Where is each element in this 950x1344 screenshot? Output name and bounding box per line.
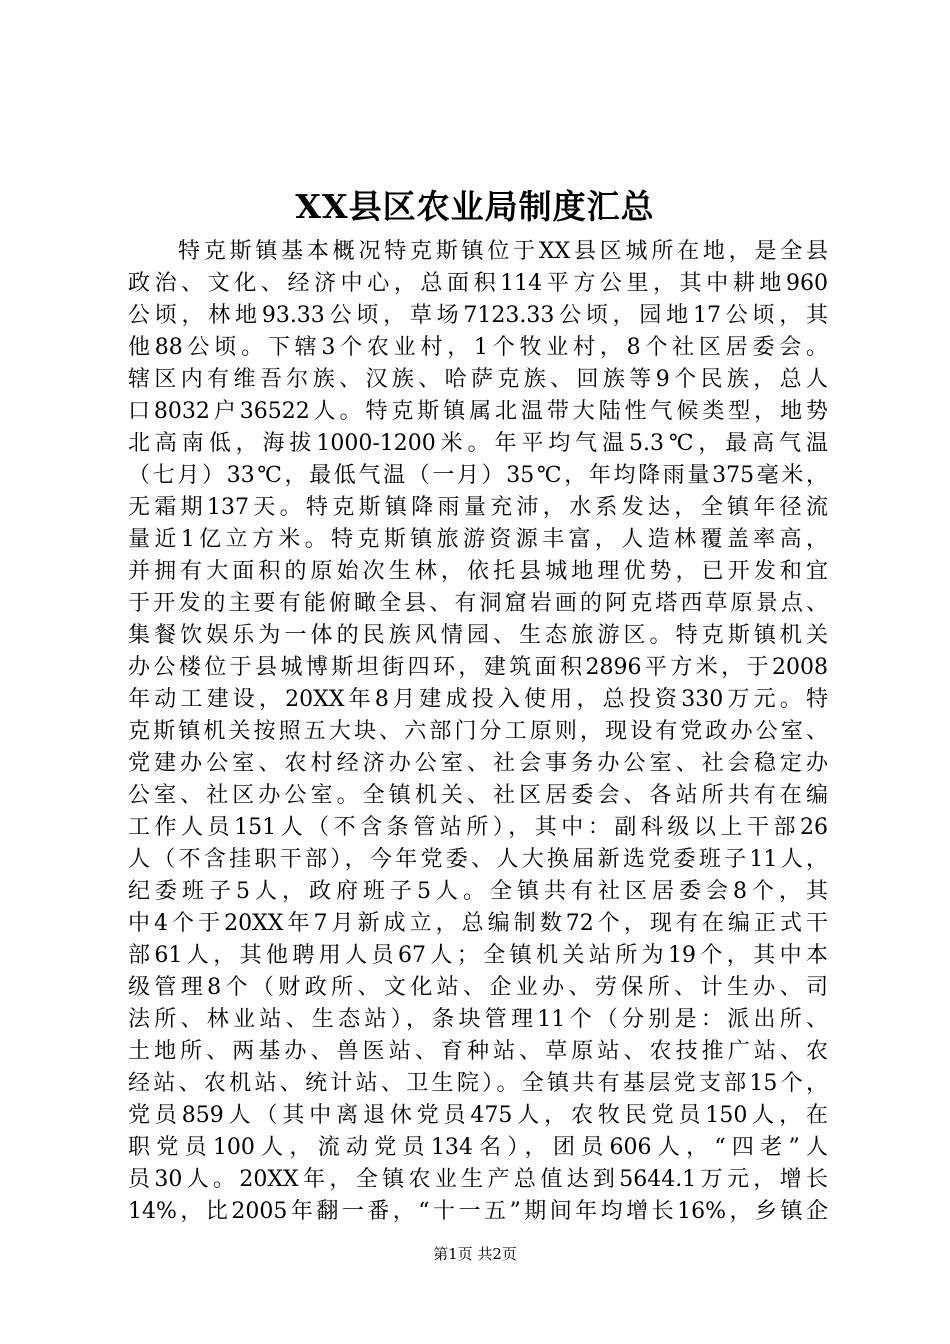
body-line: 部61人，其他聘用人员67人；全镇机关站所为19个，其中本 — [128, 943, 828, 968]
body-line: 级管理8个（财政所、文化站、企业办、劳保所、计生办、司 — [128, 975, 828, 1000]
body-line: 辖区内有维吾尔族、汉族、哈萨克族、回族等9个民族，总人 — [128, 367, 828, 392]
body-line: 人（不含挂职干部），今年党委、人大换届新选党委班子11人， — [128, 847, 828, 872]
body-line: 纪委班子5人，政府班子5人。全镇共有社区居委会8个，其 — [128, 879, 828, 904]
body-line: 职党员100人，流动党员134名），团员606人，“四老”人 — [128, 1135, 828, 1160]
body-line: 经站、农机站、统计站、卫生院）。全镇共有基层党支部15个， — [128, 1071, 828, 1096]
body-line: （七月）33℃，最低气温（一月）35℃，年均降雨量375毫米， — [128, 463, 828, 488]
body-line: 14%，比2005年翻一番，“十一五”期间年均增长16%，乡镇企 — [128, 1199, 828, 1224]
body-line: 并拥有大面积的原始次生林，依托县城地理优势，已开发和宜 — [128, 559, 828, 584]
body-line: 办公楼位于县城博斯坦街四环，建筑面积2896平方米，于2008 — [128, 655, 828, 680]
body-line: 公室、社区办公室。全镇机关、社区居委会、各站所共有在编 — [128, 783, 828, 808]
body-line: 口8032户36522人。特克斯镇属北温带大陆性气候类型，地势 — [128, 399, 828, 424]
body-line: 工作人员151人（不含条管站所），其中：副科级以上干部26 — [128, 815, 828, 840]
body-line: 特克斯镇基本概况特克斯镇位于XX县区城所在地，是全县 — [178, 239, 828, 264]
body-line: 量近1亿立方米。特克斯镇旅游资源丰富，人造林覆盖率高， — [128, 527, 828, 552]
document-title: XX县区农业局制度汇总 — [295, 187, 655, 226]
body-line: 无霜期137天。特克斯镇降雨量充沛，水系发达，全镇年径流 — [128, 495, 828, 520]
body-line: 党员859人（其中离退休党员475人，农牧民党员150人，在 — [128, 1103, 828, 1128]
body-line: 法所、林业站、生态站），条块管理11个（分别是：派出所、 — [128, 1007, 828, 1032]
body-line: 政治、文化、经济中心，总面积114平方公里，其中耕地960 — [128, 271, 828, 296]
body-line: 克斯镇机关按照五大块、六部门分工原则，现设有党政办公室、 — [128, 719, 828, 744]
body-line: 北高南低，海拔1000-1200米。年平均气温5.3℃，最高气温 — [128, 431, 828, 456]
body-line: 于开发的主要有能俯瞰全县、有洞窟岩画的阿克塔西草原景点、 — [128, 591, 828, 616]
body-line: 年动工建设，20XX年8月建成投入使用，总投资330万元。特 — [128, 687, 828, 712]
body-line: 中4个于20XX年7月新成立，总编制数72个，现有在编正式干 — [128, 911, 828, 936]
document-body — [128, 236, 828, 1228]
body-line: 他88公顷。下辖3个农业村，1个牧业村，8个社区居委会。 — [128, 335, 828, 360]
body-line: 公顷，林地93.33公顷，草场7123.33公顷，园地17公顷，其 — [128, 303, 828, 328]
body-line: 土地所、两基办、兽医站、育种站、草原站、农技推广站、农 — [128, 1039, 828, 1064]
body-line: 员30人。20XX年，全镇农业生产总值达到5644.1万元，增长 — [128, 1167, 828, 1192]
body-line: 集餐饮娱乐为一体的民族风情园、生态旅游区。特克斯镇机关 — [128, 623, 828, 648]
page-footer: 第1页 共2页 — [433, 1245, 517, 1263]
body-line: 党建办公室、农村经济办公室、社会事务办公室、社会稳定办 — [128, 751, 828, 776]
